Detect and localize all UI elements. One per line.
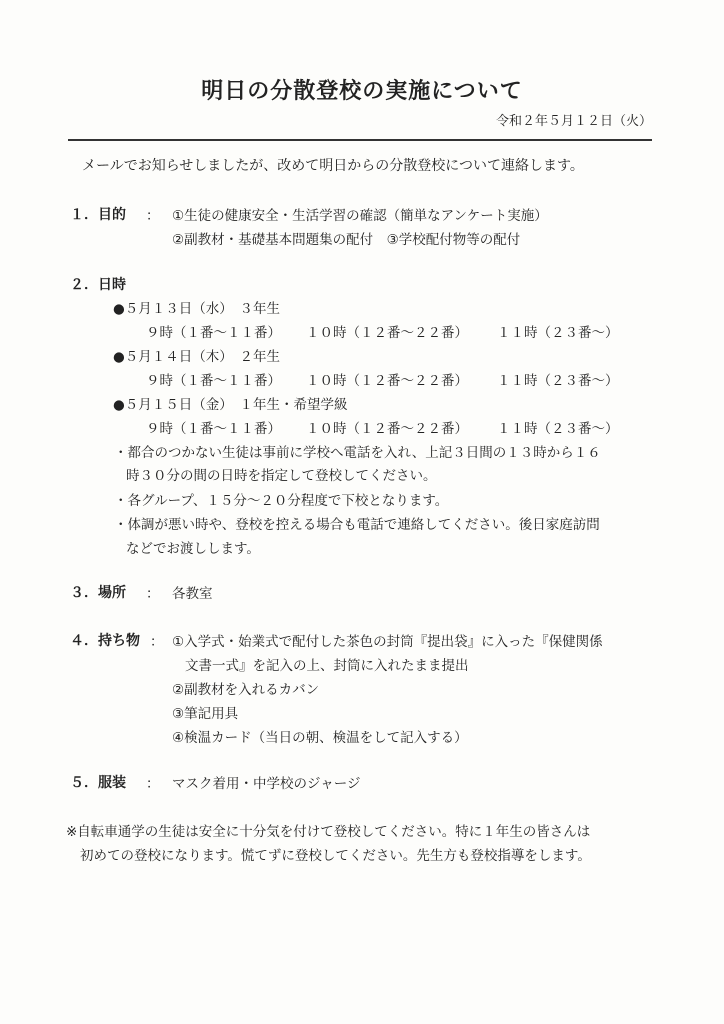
items-line-4: ③筆記用具: [172, 706, 239, 722]
items-colon: ：: [150, 634, 164, 650]
items-line-2: 文書一式』を記入の上、封筒に入れたまま提出: [185, 658, 469, 674]
schedule-day-2-slot-1: ９時（１番〜１１番）: [146, 373, 281, 389]
schedule-note-3-line-1: ・体調が悪い時や、登校を控える場合も電話で連絡してください。後日家庭訪問: [114, 517, 600, 533]
purpose-line-1: ①生徒の健康安全・生活学習の確認（簡単なアンケート実施）: [172, 208, 548, 224]
intro-text: メールでお知らせしましたが、改めて明日からの分散登校について連絡します。: [82, 158, 584, 174]
schedule-day-3-slot-3: １１時（２３番〜）: [497, 421, 619, 437]
schedule-heading: ２．日時: [70, 277, 126, 293]
page-title: 明日の分散登校の実施について: [201, 79, 523, 104]
items-line-3: ②副教材を入れるカバン: [172, 682, 320, 698]
clothes-heading: ５．服装: [70, 775, 126, 791]
clothes-colon: ：: [146, 776, 160, 792]
schedule-note-3-line-2: などでお渡しします。: [126, 541, 260, 557]
schedule-note-1-line-2: 時３０分の間の日時を指定して登校してください。: [126, 468, 437, 484]
schedule-day-3-date: ●５月１５日（金） １年生・希望学級: [113, 397, 348, 413]
place-heading: ３．場所: [70, 585, 126, 601]
issue-date: 令和２年５月１２日（火）: [495, 114, 652, 129]
footnote-line-2: 初めての登校になります。慌てずに登校してください。先生方も登校指導をします。: [80, 848, 591, 864]
clothes-value: マスク着用・中学校のジャージ: [172, 776, 361, 792]
place-colon: ：: [146, 586, 160, 602]
footnote-line-1: ※自転車通学の生徒は安全に十分気を付けて登校してください。特に１年生の皆さんは: [66, 824, 591, 840]
items-line-5: ④検温カード（当日の朝、検温をして記入する）: [172, 730, 468, 746]
purpose-heading: １．目的: [70, 207, 126, 223]
schedule-day-1-slot-2: １０時（１２番〜２２番）: [306, 325, 468, 341]
schedule-day-1-slot-1: ９時（１番〜１１番）: [146, 325, 281, 341]
schedule-day-3-slot-1: ９時（１番〜１１番）: [146, 421, 281, 437]
schedule-day-2-slot-3: １１時（２３番〜）: [497, 373, 619, 389]
schedule-day-1-date: ●５月１３日（水） ３年生: [113, 301, 281, 317]
place-value: 各教室: [172, 586, 213, 602]
schedule-day-3-slot-2: １０時（１２番〜２２番）: [306, 421, 468, 437]
items-heading: ４．持ち物: [70, 633, 140, 649]
title-divider: [68, 139, 652, 141]
purpose-colon: ：: [146, 208, 160, 224]
schedule-day-1-slot-3: １１時（２３番〜）: [497, 325, 619, 341]
schedule-day-2-slot-2: １０時（１２番〜２２番）: [306, 373, 468, 389]
schedule-note-2: ・各グループ、１５分〜２０分程度で下校となります。: [114, 493, 449, 509]
schedule-note-1-line-1: ・都合のつかない生徒は事前に学校へ電話を入れ、上記３日間の１３時から１６: [114, 445, 601, 461]
items-line-1: ①入学式・始業式で配付した茶色の封筒『提出袋』に入った『保健関係: [172, 634, 603, 650]
purpose-line-2: ②副教材・基礎基本問題集の配付 ③学校配付物等の配付: [172, 232, 521, 248]
schedule-day-2-date: ●５月１４日（木） ２年生: [113, 349, 281, 365]
